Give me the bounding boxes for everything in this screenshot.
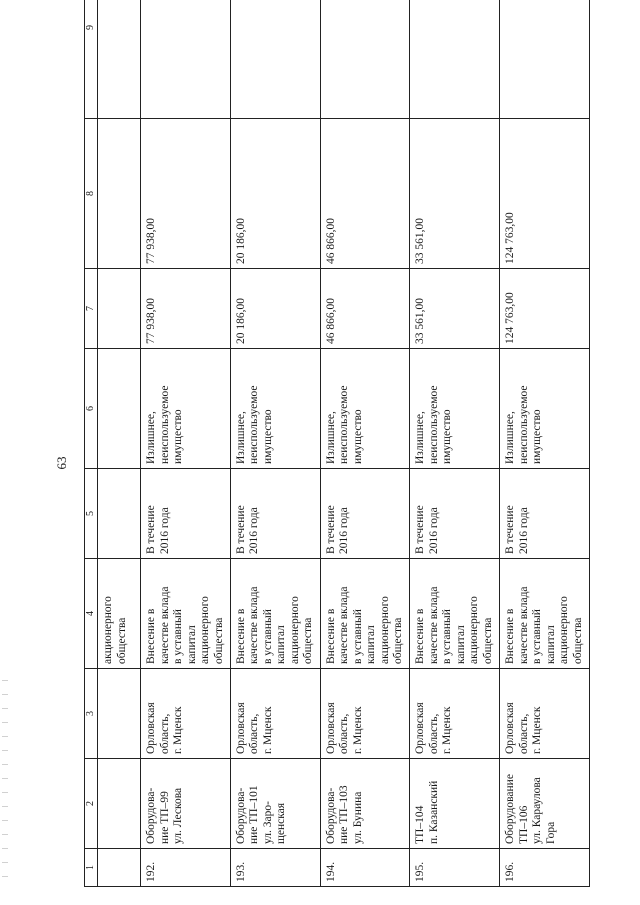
col9-cell: [141, 0, 231, 119]
column-number: 2: [85, 759, 98, 849]
value-col7: 20 186,00: [230, 269, 320, 349]
object-location: Орловская область, г. Мценск: [320, 669, 410, 759]
continuation-cell: [98, 669, 141, 759]
disposal-method: Внесение в качестве вклада в уставный капитал акционерного общества: [141, 559, 231, 669]
disposal-method: Внесение в качестве вклада в уставный капитал акционерного общества: [500, 559, 590, 669]
disposal-period: В течение 2016 года: [410, 469, 500, 559]
disposal-method: Внесение в качестве вклада в уставный капитал акционерного общества: [410, 559, 500, 669]
table-row: [320, 0, 410, 887]
disposal-period: В течение 2016 года: [141, 469, 231, 559]
scan-artifact: [2, 680, 8, 880]
row-number: 194.: [320, 849, 410, 887]
disposal-method: Внесение в качестве вклада в уставный капитал акционерного общества: [230, 559, 320, 669]
disposal-reason: Излишнее, неиспользуемое имущество: [141, 349, 231, 469]
column-number: 3: [85, 669, 98, 759]
row-number: 193.: [230, 849, 320, 887]
column-number: 5: [85, 469, 98, 559]
col9-cell: [320, 0, 410, 119]
disposal-period: В течение 2016 года: [320, 469, 410, 559]
column-number: 9: [85, 0, 98, 119]
continuation-row: [98, 0, 141, 887]
disposal-reason: Излишнее, неиспользуемое имущество: [320, 349, 410, 469]
object-name: Оборудова- ние ТП–99 ул. Лескова: [141, 759, 231, 849]
col9-cell: [230, 0, 320, 119]
table-row: [410, 0, 500, 887]
object-name: Оборудова- ние ТП–101 ул. Заро- щенская: [230, 759, 320, 849]
row-number: 192.: [141, 849, 231, 887]
continuation-text: акционерного общества: [98, 559, 141, 669]
continuation-cell: [98, 759, 141, 849]
column-number: 8: [85, 119, 98, 269]
object-location: Орловская область, г. Мценск: [230, 669, 320, 759]
continuation-cell: [98, 849, 141, 887]
value-col7: 46 866,00: [320, 269, 410, 349]
col9-cell: [500, 0, 590, 119]
continuation-cell: [98, 349, 141, 469]
object-name: ТП–104 п. Казанский: [410, 759, 500, 849]
disposal-period: В течение 2016 года: [500, 469, 590, 559]
disposal-period: В течение 2016 года: [230, 469, 320, 559]
property-table: [84, 0, 590, 887]
object-location: Орловская область, г. Мценск: [141, 669, 231, 759]
disposal-reason: Излишнее, неиспользуемое имущество: [410, 349, 500, 469]
value-col8: 33 561,00: [410, 119, 500, 269]
col9-cell: [410, 0, 500, 119]
table-container: [84, 25, 590, 887]
value-col7: 124 763,00: [500, 269, 590, 349]
continuation-cell: [98, 119, 141, 269]
disposal-reason: Излишнее, неиспользуемое имущество: [230, 349, 320, 469]
disposal-reason: Излишнее, неиспользуемое имущество: [500, 349, 590, 469]
continuation-cell: [98, 469, 141, 559]
column-number-row: [85, 0, 98, 887]
table-row: [500, 0, 590, 887]
column-number: 4: [85, 559, 98, 669]
value-col7: 77 938,00: [141, 269, 231, 349]
object-location: Орловская область, г. Мценск: [410, 669, 500, 759]
column-number: 1: [85, 849, 98, 887]
value-col7: 33 561,00: [410, 269, 500, 349]
column-number: 6: [85, 349, 98, 469]
object-location: Орловская область, г. Мценск: [500, 669, 590, 759]
row-number: 196.: [500, 849, 590, 887]
value-col8: 77 938,00: [141, 119, 231, 269]
table-row: [141, 0, 231, 887]
page-number: 63: [54, 456, 69, 470]
table-row: [230, 0, 320, 887]
row-number: 195.: [410, 849, 500, 887]
object-name: Оборудование ТП–106 ул. Караулова Гора: [500, 759, 590, 849]
value-col8: 20 186,00: [230, 119, 320, 269]
disposal-method: Внесение в качестве вклада в уставный капитал акционерного общества: [320, 559, 410, 669]
object-name: Оборудова- ние ТП–103 ул. Бунина: [320, 759, 410, 849]
rotated-table-frame: [84, 25, 590, 887]
value-col8: 46 866,00: [320, 119, 410, 269]
continuation-cell: [98, 0, 141, 119]
continuation-cell: [98, 269, 141, 349]
value-col8: 124 763,00: [500, 119, 590, 269]
column-number: 7: [85, 269, 98, 349]
